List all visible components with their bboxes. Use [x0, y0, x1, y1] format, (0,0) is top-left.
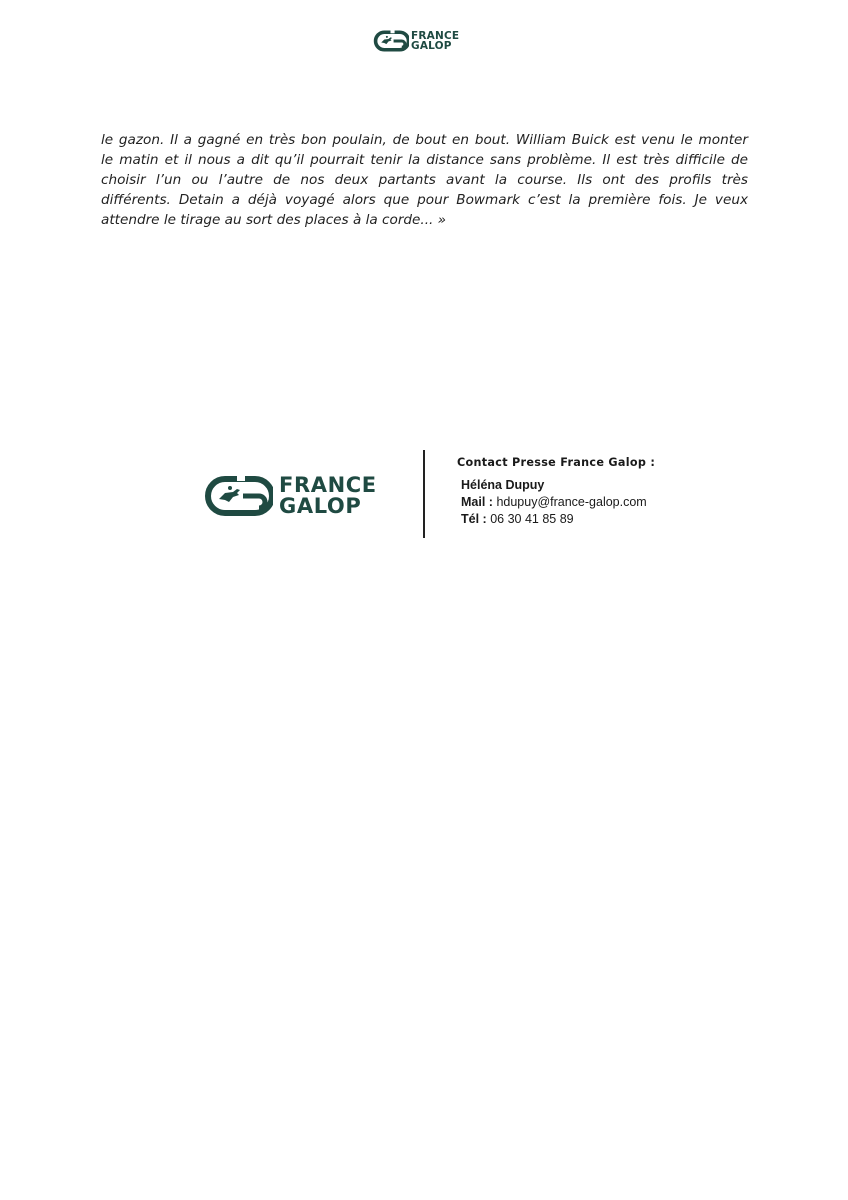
body-line: le gazon. Il a gagné en très bon poulain, de bout en bout. William Buick est venu le monter — [101, 132, 748, 148]
france-galop-horse-icon — [203, 475, 273, 517]
contact-name-value: Héléna Dupuy — [461, 478, 545, 492]
brand-line-2: GALOP — [279, 494, 362, 518]
footer-logo — [203, 474, 403, 518]
contact-mail-label: Mail : — [461, 495, 493, 509]
body-line: choisir l’un ou l’autre de nos deux partants avant la course. Ils ont des profils très — [101, 172, 748, 188]
footer-wordmark — [279, 475, 377, 517]
body-paragraph — [101, 130, 748, 230]
press-contact — [457, 456, 717, 528]
body-line: le matin et il nous a dit qu’il pourrait tenir la distance sans problème. Il est très difficile de — [101, 152, 748, 168]
contact-phone — [461, 511, 717, 528]
brand-line-1: FRANCE — [411, 30, 460, 42]
body-line: attendre le tirage au sort des places à la corde... » — [101, 212, 447, 228]
contact-name — [461, 477, 717, 494]
body-line: différents. Detain a déjà voyagé alors que pour Bowmark c’est la première fois. Je veux — [101, 192, 748, 208]
header-logo — [373, 28, 477, 54]
vertical-divider — [423, 450, 425, 538]
contact-mail-value[interactable]: hdupuy@france-galop.com — [496, 495, 647, 509]
contact-phone-value[interactable]: 06 30 41 85 89 — [490, 512, 574, 526]
contact-mail — [461, 494, 717, 511]
header-wordmark — [411, 31, 459, 51]
france-galop-horse-icon — [373, 30, 409, 52]
brand-line-1: FRANCE — [279, 473, 377, 497]
brand-line-2: GALOP — [411, 40, 452, 52]
contact-phone-label: Tél : — [461, 512, 487, 526]
contact-title: Contact Presse France Galop : — [457, 456, 656, 469]
